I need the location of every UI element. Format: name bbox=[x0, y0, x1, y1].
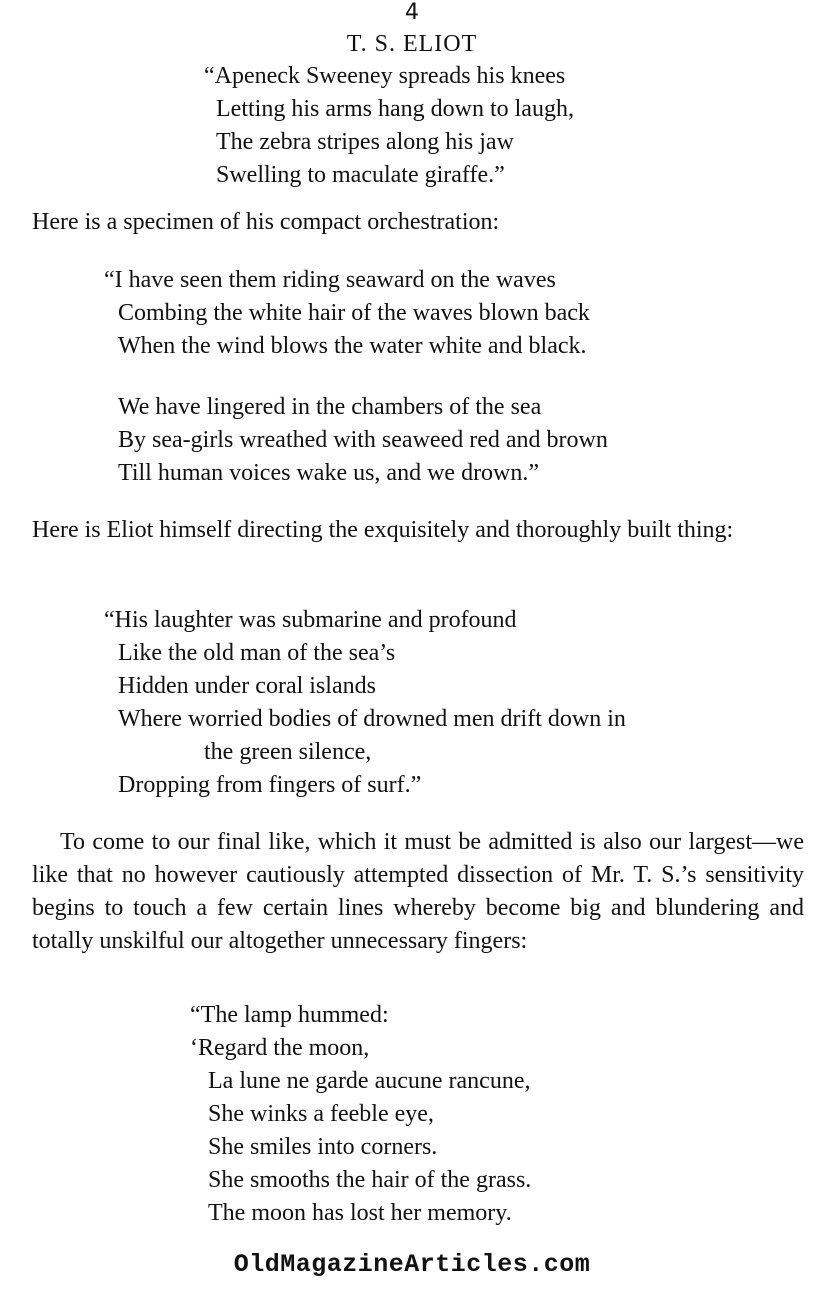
poem-line: Swelling to maculate giraffe.” bbox=[216, 162, 505, 188]
paragraph-eliot-himself: Here is Eliot himself directing the exquisitely and thoroughly built thing: bbox=[32, 517, 734, 543]
poem-line: the green silence, bbox=[204, 739, 372, 765]
poem-line: Dropping from fingers of surf.” bbox=[118, 772, 422, 798]
poem-line: When the wind blows the water white and black. bbox=[118, 333, 587, 359]
article-heading: T. S. ELIOT bbox=[346, 31, 478, 57]
sea-quote-part-1 bbox=[104, 264, 590, 363]
paragraph-orchestration: Here is a specimen of his compact orchestration: bbox=[32, 209, 500, 235]
poem-line: “The lamp hummed: bbox=[190, 1002, 389, 1028]
sweeney-quote bbox=[204, 60, 574, 192]
poem-line: La lune ne garde aucune rancune, bbox=[208, 1068, 531, 1094]
poem-line: We have lingered in the chambers of the sea bbox=[118, 394, 542, 420]
poem-line: “His laughter was submarine and profound bbox=[104, 607, 517, 633]
poem-line: She winks a feeble eye, bbox=[208, 1101, 434, 1127]
poem-line: The zebra stripes along his jaw bbox=[216, 129, 514, 155]
paragraph-final-like: To come to our final like, which it must be admitted is also our largest—we like that no however cautiously attempted dissection of Mr. T. S.’s sensitivity begins to touch a few certain lines whereby become big and blundering and totally unskilful our altogether unnecessary fingers: bbox=[32, 829, 804, 954]
poem-line: Letting his arms hang down to laugh, bbox=[216, 96, 574, 122]
sea-quote-part-2 bbox=[118, 391, 608, 490]
poem-line: Combing the white hair of the waves blown back bbox=[118, 300, 590, 326]
page-number: 4 bbox=[405, 0, 419, 25]
poem-line: “I have seen them riding seaward on the waves bbox=[104, 267, 556, 293]
poem-line: She smiles into corners. bbox=[208, 1134, 438, 1160]
poem-line: Where worried bodies of drowned men drift down in bbox=[118, 706, 626, 732]
site-watermark: OldMagazineArticles.com bbox=[233, 1250, 591, 1279]
poem-line: Hidden under coral islands bbox=[118, 673, 376, 699]
poem-line: Like the old man of the sea’s bbox=[118, 640, 396, 666]
laughter-quote bbox=[104, 604, 626, 802]
poem-line: By sea-girls wreathed with seaweed red and brown bbox=[118, 427, 608, 453]
poem-line: “Apeneck Sweeney spreads his knees bbox=[204, 63, 566, 89]
poem-line: ‘Regard the moon, bbox=[190, 1035, 370, 1061]
poem-line: The moon has lost her memory. bbox=[208, 1200, 512, 1226]
lamp-quote bbox=[190, 999, 531, 1230]
poem-line: She smooths the hair of the grass. bbox=[208, 1167, 532, 1193]
poem-line: Till human voices wake us, and we drown.” bbox=[118, 460, 540, 486]
